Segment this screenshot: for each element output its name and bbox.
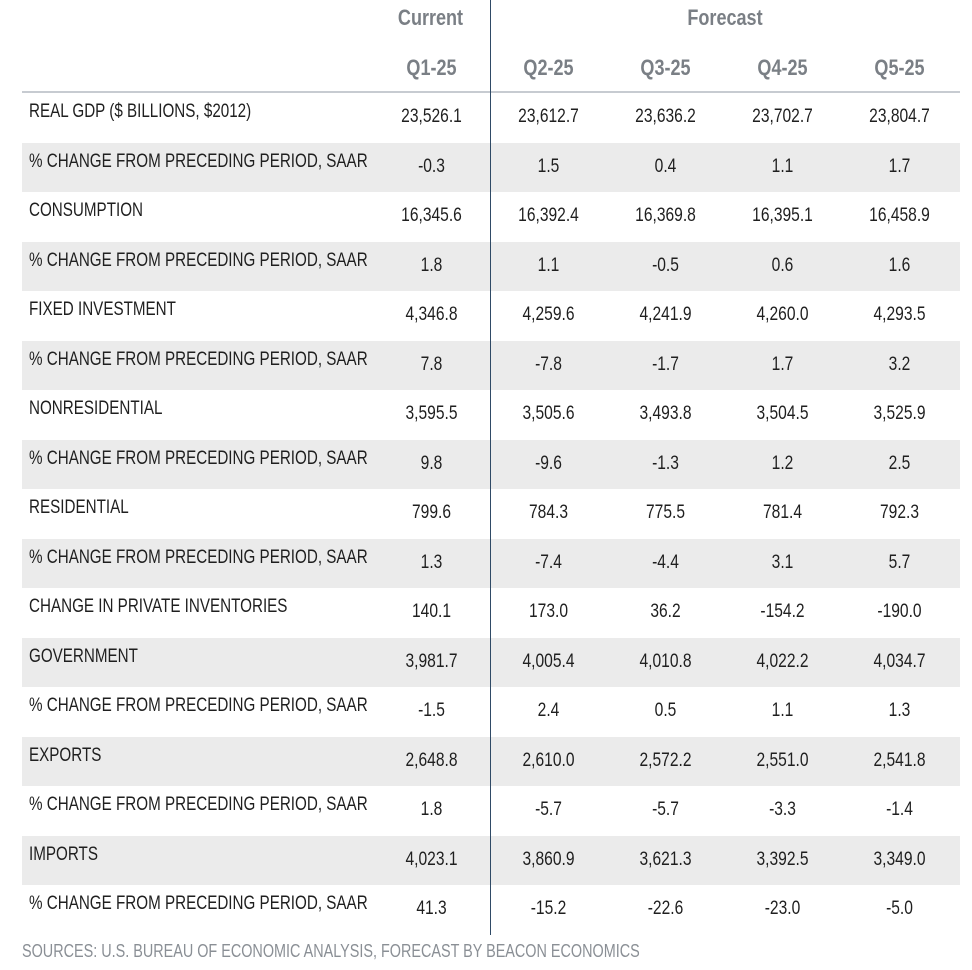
column-header-q1-25: Q1-25 [406,55,457,80]
cell-q3-25: -1.7 [652,353,679,375]
cell-q5-25: 23,804.7 [869,106,930,127]
table-row [22,291,960,341]
cell-q5-25: 3,349.0 [873,848,926,870]
cell-q3-25: 4,010.8 [639,650,692,672]
cell-q3-25: 3,493.8 [639,403,692,424]
table-row [22,440,960,490]
cell-q5-25: 16,458.9 [869,205,930,226]
cell-q1-25: 9.8 [420,452,443,474]
cell-q2-25: -7.8 [535,353,562,375]
cell-q4-25: 3,392.5 [756,848,809,870]
cell-q4-25: 1.2 [771,452,794,474]
cell-q4-25: 3,504.5 [756,403,809,424]
cell-q3-25: 36.2 [650,601,681,622]
cell-q4-25: 1.1 [771,700,794,721]
cell-q1-25: 2,648.8 [405,749,458,771]
row-label: % CHANGE FROM PRECEDING PERIOD, SAAR [29,249,368,271]
cell-q3-25: -22.6 [647,898,684,919]
cell-q2-25: 3,860.9 [522,848,575,870]
column-header-q3-25: Q3-25 [640,55,691,80]
cell-q5-25: -190.0 [877,601,922,622]
cell-q1-25: 3,595.5 [405,403,458,424]
cell-q3-25: -4.4 [652,551,679,573]
cell-q4-25: 4,260.0 [756,304,809,325]
cell-q4-25: 16,395.1 [752,205,813,226]
column-header-q5-25: Q5-25 [874,55,925,80]
cell-q5-25: 1.3 [888,700,911,721]
cell-q5-25: 3,525.9 [873,403,926,424]
cell-q3-25: 775.5 [645,502,685,523]
row-label: % CHANGE FROM PRECEDING PERIOD, SAAR [29,546,368,568]
cell-q4-25: 4,022.2 [756,650,809,672]
cell-q5-25: 1.6 [888,254,911,276]
row-label: % CHANGE FROM PRECEDING PERIOD, SAAR [29,794,368,815]
row-label: CONSUMPTION [29,200,143,221]
row-label: CHANGE IN PRIVATE INVENTORIES [29,596,288,617]
cell-q4-25: 1.7 [771,353,794,375]
cell-q3-25: 23,636.2 [635,106,696,127]
table-row [22,489,960,539]
cell-q3-25: 4,241.9 [639,304,692,325]
cell-q1-25: -1.5 [418,700,445,721]
table-row [22,786,960,836]
cell-q5-25: 3.2 [888,353,911,375]
cell-q2-25: 3,505.6 [522,403,575,424]
column-header-q2-25: Q2-25 [523,55,574,80]
cell-q4-25: -154.2 [760,601,805,622]
cell-q3-25: 0.4 [654,155,677,177]
cell-q2-25: 16,392.4 [518,205,579,226]
cell-q5-25: 2,541.8 [873,749,926,771]
table-row [22,539,960,589]
row-label: % CHANGE FROM PRECEDING PERIOD, SAAR [29,447,368,469]
cell-q1-25: 1.3 [420,551,443,573]
cell-q2-25: 1.1 [537,254,560,276]
table-row [22,143,960,193]
cell-q5-25: 4,293.5 [873,304,926,325]
cell-q4-25: 0.6 [771,254,794,276]
cell-q2-25: 1.5 [537,155,560,177]
cell-q3-25: -5.7 [652,799,679,820]
cell-q2-25: 4,005.4 [522,650,575,672]
forecast-group-header: Forecast [687,5,763,30]
table-row [22,737,960,787]
cell-q4-25: 1.1 [771,155,794,177]
cell-q5-25: -5.0 [886,898,913,919]
cell-q2-25: -5.7 [535,799,562,820]
cell-q3-25: 0.5 [654,700,677,721]
cell-q2-25: 2.4 [537,700,560,721]
cell-q2-25: 784.3 [528,502,568,523]
cell-q4-25: -3.3 [769,799,796,820]
cell-q1-25: 1.8 [420,254,443,276]
cell-q3-25: 16,369.8 [635,205,696,226]
column-header-q4-25: Q4-25 [757,55,808,80]
cell-q5-25: 5.7 [888,551,911,573]
cell-q3-25: 2,572.2 [639,749,692,771]
cell-q4-25: 781.4 [762,502,802,523]
cell-q2-25: 4,259.6 [522,304,575,325]
current-forecast-divider [490,0,491,935]
row-label: % CHANGE FROM PRECEDING PERIOD, SAAR [29,150,368,172]
cell-q2-25: -7.4 [535,551,562,573]
cell-q2-25: 23,612.7 [518,106,579,127]
table-row [22,242,960,292]
row-label: GOVERNMENT [29,645,138,667]
row-label: % CHANGE FROM PRECEDING PERIOD, SAAR [29,893,368,914]
table-row [22,885,960,935]
cell-q5-25: 2.5 [888,452,911,474]
cell-q1-25: 140.1 [411,601,451,622]
row-label: IMPORTS [29,843,98,865]
row-label: % CHANGE FROM PRECEDING PERIOD, SAAR [29,348,368,370]
cell-q4-25: 2,551.0 [756,749,809,771]
cell-q3-25: -0.5 [652,254,679,276]
cell-q3-25: -1.3 [652,452,679,474]
cell-q5-25: -1.4 [886,799,913,820]
cell-q2-25: 2,610.0 [522,749,575,771]
cell-q2-25: -9.6 [535,452,562,474]
row-label: % CHANGE FROM PRECEDING PERIOD, SAAR [29,695,368,716]
cell-q1-25: 1.8 [420,799,443,820]
cell-q1-25: 7.8 [420,353,443,375]
table-row [22,836,960,886]
cell-q2-25: -15.2 [530,898,567,919]
cell-q1-25: 799.6 [411,502,451,523]
cell-q1-25: 16,345.6 [401,205,462,226]
row-label: EXPORTS [29,744,102,766]
table-row [22,341,960,391]
cell-q3-25: 3,621.3 [639,848,692,870]
cell-q5-25: 1.7 [888,155,911,177]
cell-q1-25: 41.3 [416,898,447,919]
column-header-row [22,45,960,93]
table-row [22,390,960,440]
cell-q1-25: -0.3 [418,155,445,177]
cell-q4-25: 3.1 [771,551,794,573]
row-label: REAL GDP ($ BILLIONS, $2012) [29,101,252,122]
current-group-header: Current [397,5,464,30]
table-row [22,192,960,242]
cell-q2-25: 173.0 [528,601,568,622]
cell-q5-25: 4,034.7 [873,650,926,672]
cell-q5-25: 792.3 [879,502,919,523]
cell-q4-25: 23,702.7 [752,106,813,127]
row-label: RESIDENTIAL [29,497,129,518]
cell-q1-25: 4,023.1 [405,848,458,870]
cell-q4-25: -23.0 [764,898,801,919]
cell-q1-25: 23,526.1 [401,106,462,127]
table-row [22,638,960,688]
table-row [22,687,960,737]
sources-footnote: SOURCES: U.S. BUREAU OF ECONOMIC ANALYSIS, FORECAST BY BEACON ECONOMICS [22,941,640,961]
row-label: NONRESIDENTIAL [29,398,163,419]
table-row [22,588,960,638]
cell-q1-25: 3,981.7 [405,650,458,672]
row-label: FIXED INVESTMENT [29,299,176,320]
table-row [22,93,960,143]
cell-q1-25: 4,346.8 [405,304,458,325]
